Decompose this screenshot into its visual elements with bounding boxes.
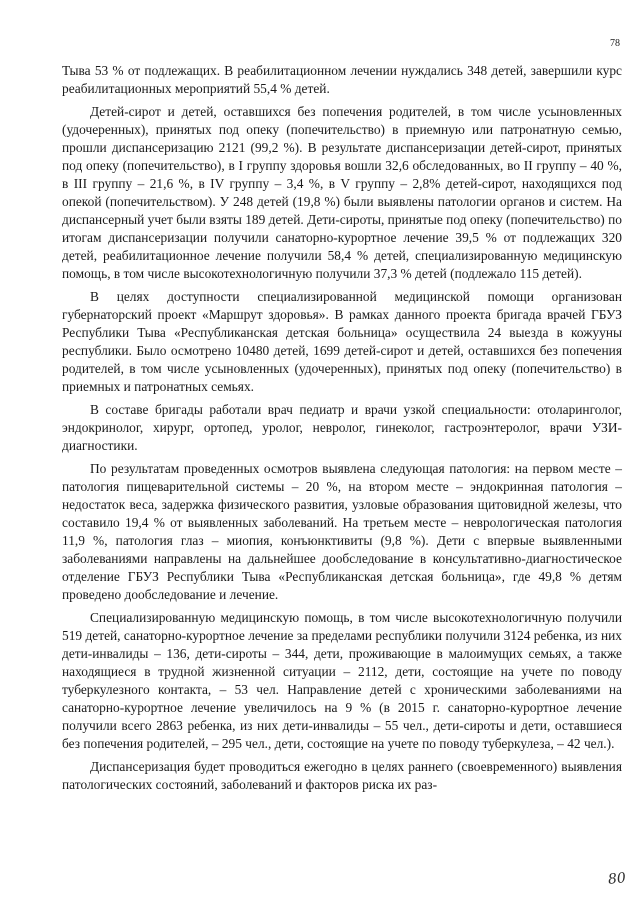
paragraph: Диспансеризация будет проводиться ежегодно в целях раннего (своевременного) выявления патологических состояний, заболеваний и факторов риска их раз- [62, 759, 622, 792]
paragraph: Специализированную медицинскую помощь, в том числе высокотехнологичную получили 519 детей, санаторно-курортное лечение за пределами республики получили 3124 ребенка, из них дети-инвалиды – 136, дети-сироты – 344, дети, проживающие в малоимущих семьях, а также находящиеся в трудной жизненной ситуации – 2112, дети, состоящие на учете по поводу туберкулезного контакта, – 53 чел. Направление детей с хроническими заболеваниями на санаторно-курортное лечение увеличилось на 9 % (в 2015 г. санаторно-курортное лечение получили всего 2863 ребенка, из них дети-инвалиды – 55 чел., дети-сироты и дети, оставшиеся без попечения родителей, – 295 чел., дети, состоящие на учете по поводу туберкулеза, – 42 чел.). [62, 610, 622, 751]
paragraph: В целях доступности специализированной медицинской помощи организован губернаторский проект «Маршрут здоровья». В рамках данного проекта бригада врачей ГБУЗ Республики Тыва «Республиканская детская больница» осуществила 24 выезда в кожууны республики. Было осмотрено 10480 детей, 1699 детей-сирот и детей, оставшихся без попечения родителей, в том числе усыновленных (удочеренных), принятых под опеку (попечительство) в приемных и патронатных семьях. [62, 289, 622, 394]
page-number: 78 [610, 38, 620, 49]
paragraph: Тыва 53 % от подлежащих. В реабилитационном лечении нуждались 348 детей, завершили курс реабилитационных мероприятий 55,4 % детей. [62, 63, 622, 96]
paragraph: В составе бригады работали врач педиатр и врачи узкой специальности: отоларинголог, эндокринолог, хирург, ортопед, уролог, невролог, гинеколог, гастроэнтеролог, врачи УЗИ-диагностики. [62, 402, 622, 453]
paragraph: По результатам проведенных осмотров выявлена следующая патология: на первом месте – патология пищеварительной системы – 20 %, на втором месте – эндокринная патология – недостаток веса, задержка физического развития, узловые образования щитовидной железы, что составило 19,4 % от выявленных заболеваний. На третьем месте – неврологическая патология 11,9 %, патология глаз – миопия, конъюнктивиты (9,8 %). Дети с впервые выявленными заболеваниями направлены на дальнейшее дообследование в консультативно-диагностическое отделение ГБУЗ Республики Тыва «Республиканская детская больница», где 49,8 % детям проведено дообследование и лечение. [62, 461, 622, 602]
handwritten-page-mark: 80 [607, 870, 627, 888]
paragraph: Детей-сирот и детей, оставшихся без попечения родителей, в том числе усыновленных (удочеренных), принятых под опеку (попечительство) в приемную или патронатную семью, прошли диспансеризацию 2121 (99,2 %). В результате диспансеризации детей-сирот, принятых под опеку (попечительство), в I группу здоровья вошли 32,6 обследованных, во II группу – 40 %, в III группу – 21,6 %, в IV группу – 3,4 %, в V группу – 2,8% детей-сирот, находящихся под опекой (попечительством). У 248 детей (19,8 %) были выявлены патологии органов и систем. На диспансерный учет были взяты 189 детей. Дети-сироты, принятые под опеку (попечительство) по итогам диспансеризации получили санаторно-курортное лечение 39,5 % от подлежащих 320 детей, реабилитационное лечение получили 58,4 % детей, специализированную медицинскую помощь, в том числе высокотехнологичную получили 37,3 % детей (подлежало 115 детей). [62, 104, 622, 281]
body-text [62, 62, 622, 799]
